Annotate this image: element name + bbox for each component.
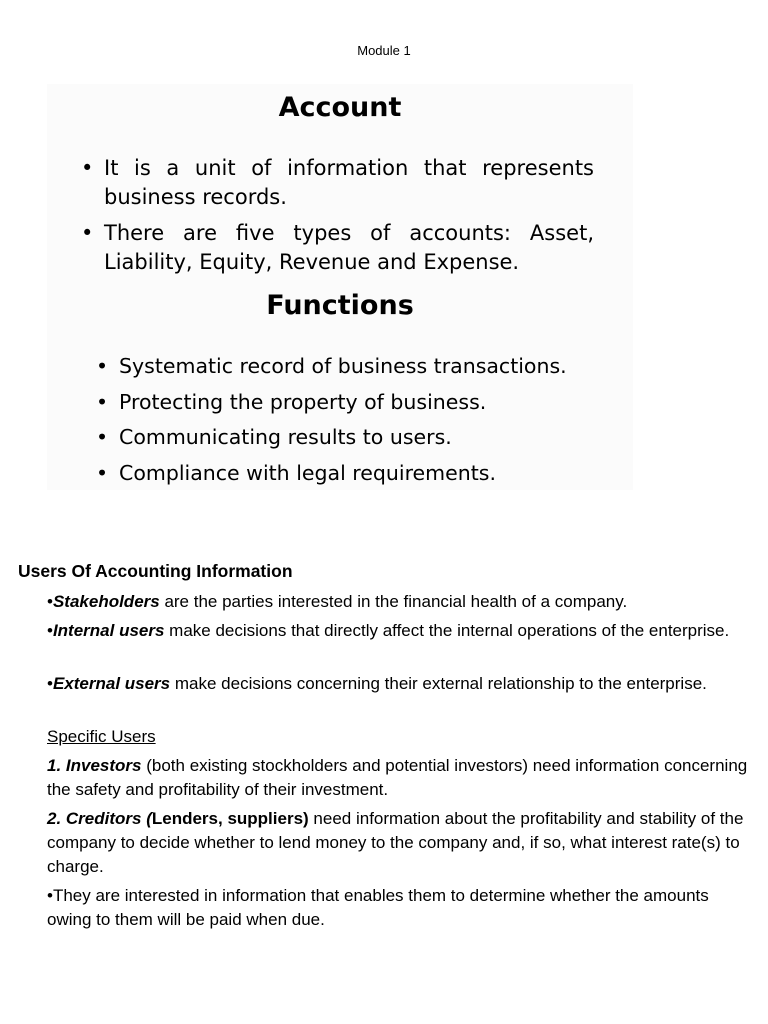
they-text: They are interested in information that enables them to determine whether the amounts owing to them will be paid when due. xyxy=(47,886,709,929)
stakeholders-text: are the parties interested in the financial health of a company. xyxy=(159,592,628,611)
investors-paragraph xyxy=(47,754,755,802)
function-bullet-text: Systematic record of business transactions. xyxy=(119,354,567,378)
function-bullet-text: Communicating results to users. xyxy=(119,425,452,449)
stakeholders-term: Stakeholders xyxy=(52,592,160,611)
creditors-term-detail: Lenders, suppliers) xyxy=(151,809,309,828)
section-title: Users Of Accounting Information xyxy=(18,561,293,581)
specific-users-heading: Specific Users xyxy=(47,727,156,746)
internal-users-term: Internal users xyxy=(52,621,165,640)
investors-term: Investors xyxy=(65,756,142,775)
external-users-term: External users xyxy=(52,674,171,693)
external-users-paragraph xyxy=(47,672,755,696)
functions-bullet-list xyxy=(96,353,619,495)
page-header: Module 1 xyxy=(357,43,411,58)
account-bullet-text: There are five types of accounts: Asset, Liability, Equity, Revenue and Expense. xyxy=(104,221,594,274)
function-bullet-text: Protecting the property of business. xyxy=(119,389,487,414)
creditors-term: Creditors ( xyxy=(65,809,152,828)
bullet-icon: • xyxy=(81,156,94,180)
bullet-icon: • xyxy=(47,621,53,640)
internal-users-paragraph xyxy=(47,619,755,643)
bullet-icon: • xyxy=(81,221,94,245)
creditors-text: need information about the profitability and stability of the company to decide whether to lend money to the company and, if so, what interest rate(s) to charge. xyxy=(47,809,744,876)
function-bullet-item xyxy=(96,353,619,389)
bullet-icon: • xyxy=(96,389,109,414)
bullet-icon: • xyxy=(47,674,53,693)
account-bullet-item xyxy=(81,154,594,212)
bullet-icon: • xyxy=(47,886,53,905)
bullet-icon: • xyxy=(96,425,109,449)
account-bullet-list xyxy=(81,154,594,284)
they-paragraph xyxy=(47,884,755,932)
external-users-text: make decisions concerning their external relationship to the enterprise. xyxy=(170,674,707,693)
investors-text: (both existing stockholders and potential investors) need information concerning the safety and profitability of their investment. xyxy=(47,756,748,799)
bullet-icon: • xyxy=(96,460,109,485)
creditors-paragraph xyxy=(47,807,755,879)
bullet-icon: • xyxy=(47,592,53,611)
account-bullet-item xyxy=(81,219,594,277)
account-bullet-text: It is a unit of information that represents business records. xyxy=(104,156,594,209)
function-bullet-item xyxy=(96,389,619,425)
function-bullet-item xyxy=(96,460,619,496)
investors-number: 1. xyxy=(47,756,66,775)
stakeholders-paragraph xyxy=(47,590,755,614)
account-title: Account xyxy=(278,92,402,123)
account-functions-slide-image xyxy=(47,84,633,490)
bullet-icon: • xyxy=(96,354,109,378)
creditors-number: 2. xyxy=(47,809,66,828)
internal-users-text: make decisions that directly affect the internal operations of the enterprise. xyxy=(164,621,730,640)
function-bullet-text: Compliance with legal requirements. xyxy=(119,460,496,485)
functions-title: Functions xyxy=(266,290,414,321)
function-bullet-item xyxy=(96,424,619,460)
